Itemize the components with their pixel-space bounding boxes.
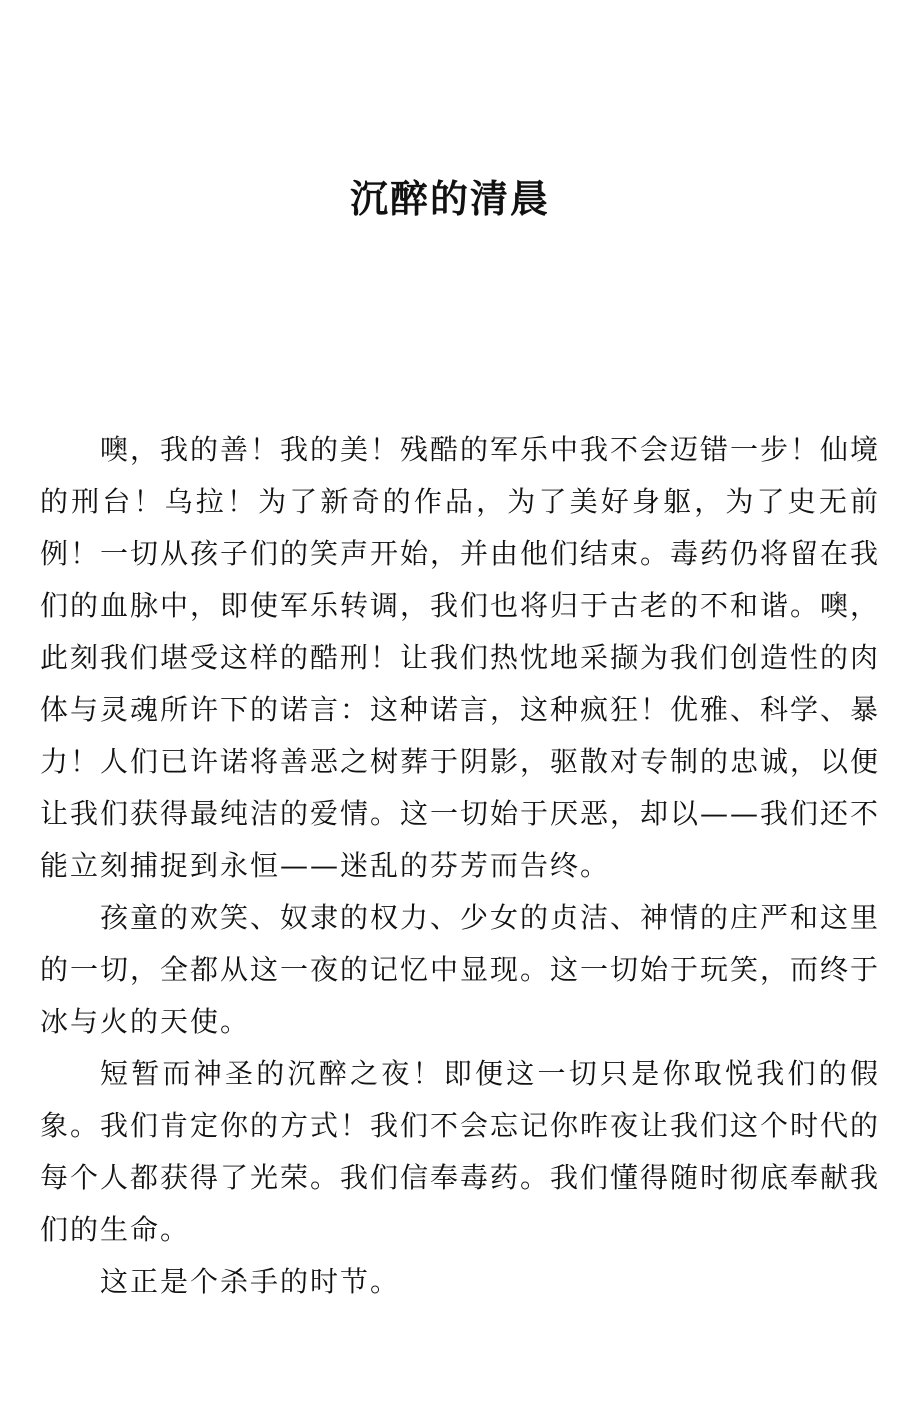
body-text	[40, 424, 880, 1308]
paragraph-3: 短暂而神圣的沉醉之夜！即便这一切只是你取悦我们的假象。我们肯定你的方式！我们不会忘记你昨夜让我们这个时代的每个人都获得了光荣。我们信奉毒药。我们懂得随时彻底奉献我们的生命。	[40, 1057, 881, 1246]
paragraph-2: 孩童的欢笑、奴隶的权力、少女的贞洁、神情的庄严和这里的一切，全都从这一夜的记忆中显现。这一切始于玩笑，而终于冰与火的天使。	[40, 901, 881, 1038]
paragraph-4: 这正是个杀手的时节。	[100, 1265, 401, 1298]
paragraph-1: 噢，我的善！我的美！残酷的军乐中我不会迈错一步！仙境的刑台！乌拉！为了新奇的作品，为了美好身躯，为了史无前例！一切从孩子们的笑声开始，并由他们结束。毒药仍将留在我们的血脉中，即使军乐转调，我们也将归于古老的不和谐。噢，此刻我们堪受这样的酷刑！让我们热忱地采撷为我们创造性的肉体与灵魂所许下的诺言：这种诺言，这种疯狂！优雅、科学、暴力！人们已许诺将善恶之树葬于阴影，驱散对专制的忠诚，以便让我们获得最纯洁的爱情。这一切始于厌恶，却以——我们还不能立刻捕捉到永恒——迷乱的芬芳而告终。	[40, 433, 881, 882]
page-title: 沉醉的清晨	[349, 176, 550, 221]
